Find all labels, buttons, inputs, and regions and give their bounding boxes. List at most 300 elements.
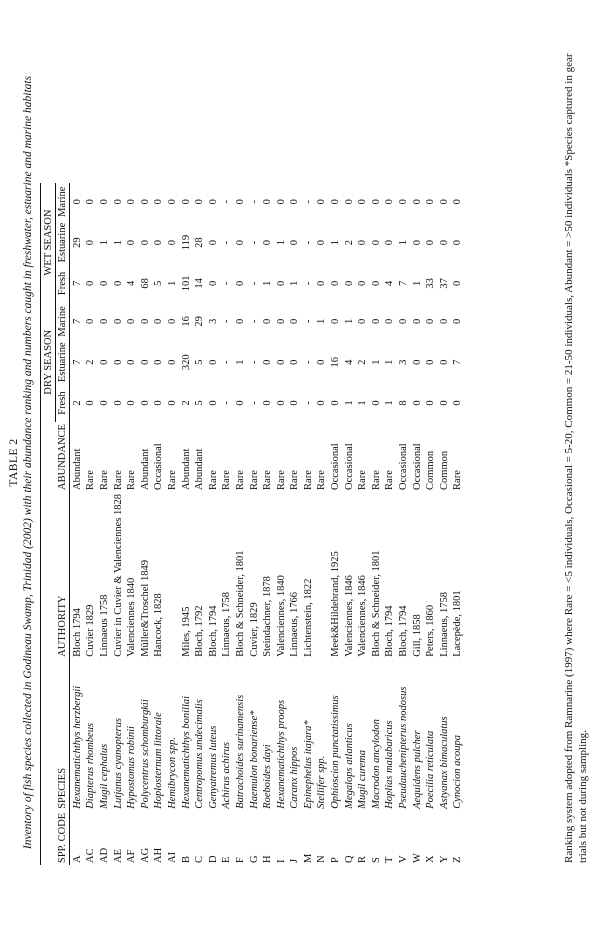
- wet-estuarine-count: 0: [262, 239, 274, 246]
- dry-estuarine-count: 2: [357, 359, 369, 365]
- species-code: R: [357, 855, 369, 863]
- dry-estuarine-count: 0: [139, 359, 151, 365]
- wet-fresh-count: 0: [343, 280, 355, 287]
- dry-marine-count: 0: [452, 318, 464, 325]
- wet-fresh-count: 0: [370, 280, 382, 287]
- abundance: Rare: [126, 470, 138, 490]
- dry-estuarine-count: 0: [207, 359, 219, 365]
- authority: Bloch & Schneider, 1801: [234, 550, 246, 657]
- dry-fresh-count: 8: [398, 400, 410, 406]
- table-row: [125, 183, 139, 865]
- species-code: M: [302, 853, 314, 863]
- wet-marine-count: 0: [153, 199, 165, 205]
- species-code: AH: [153, 847, 165, 863]
- dry-fresh-count: 0: [139, 400, 151, 406]
- wet-estuarine-count: 0: [153, 239, 165, 246]
- authority: Linnaeus, 1766: [289, 592, 301, 657]
- authority: Gill, 1858: [411, 614, 423, 657]
- species-name: Hexanematichthys herzbergii: [71, 685, 83, 809]
- wet-fresh-count: 1: [166, 280, 178, 287]
- species-name: Mugil cephalus: [98, 743, 110, 809]
- table-row: [274, 183, 288, 865]
- dry-fresh-count: 0: [452, 400, 464, 406]
- dry-fresh-count: 0: [425, 400, 437, 406]
- authority: Bloch & Schneider, 1801: [370, 550, 382, 657]
- dry-marine-count: 0: [357, 318, 369, 325]
- abundance: Abundant: [194, 448, 206, 490]
- species-name: Hoplosternum littorale: [153, 712, 165, 809]
- dry-fresh-count: 0: [98, 400, 110, 406]
- dry-fresh-count: 1: [343, 400, 355, 406]
- wet-fresh-count: 0: [207, 280, 219, 287]
- wet-fresh-count: 0: [316, 280, 328, 287]
- abundance: Abundant: [71, 448, 83, 490]
- col-species-header: SPECIES: [55, 659, 70, 811]
- abundance: Rare: [207, 470, 219, 490]
- wet-estuarine-count: 0: [384, 239, 396, 246]
- wet-fresh-count: 4: [384, 280, 396, 287]
- species-name: Hexanematichthys proops: [275, 699, 287, 809]
- dry-estuarine-count: -: [302, 360, 314, 364]
- wet-marine-count: 0: [112, 199, 124, 205]
- species-code: Z: [452, 856, 464, 863]
- wet-marine-count: 0: [330, 199, 342, 205]
- dry-estuarine-count: 0: [98, 359, 110, 365]
- species-code: S: [370, 857, 382, 863]
- authority: Lacepède, 1801: [452, 590, 464, 657]
- dry-fresh-count: 0: [370, 400, 382, 406]
- dry-marine-count: 0: [85, 318, 97, 325]
- species-name: Mugil curema: [357, 749, 369, 809]
- species-code: G: [248, 855, 260, 863]
- abundance: Rare: [289, 470, 301, 490]
- dry-marine-count: 0: [370, 318, 382, 325]
- species-code: I: [275, 859, 287, 863]
- wet-fresh-count: 7: [398, 280, 410, 287]
- species-name: Hypostomus robinii: [126, 726, 138, 809]
- dry-marine-count: 1: [343, 318, 355, 325]
- col-authority-header: AUTHORITY: [55, 492, 70, 659]
- wet-marine-count: -: [248, 199, 260, 204]
- species-code: Y: [438, 855, 450, 863]
- dry-fresh-count: 2: [180, 400, 192, 406]
- dry-estuarine-count: 0: [425, 359, 437, 365]
- table-body: [70, 183, 465, 865]
- dry-marine-count: 0: [425, 318, 437, 325]
- wet-estuarine-count: -: [302, 240, 314, 245]
- dry-marine-count: -: [302, 319, 314, 324]
- wet-marine-count: 0: [343, 199, 355, 205]
- abundance: Common: [425, 450, 437, 490]
- species-code: W: [411, 853, 423, 863]
- table-row: [451, 183, 465, 865]
- dry-marine-count: 0: [438, 318, 450, 325]
- dry-estuarine-count: 2: [85, 359, 97, 365]
- header-row-groups: [41, 183, 56, 865]
- wet-marine-count: 0: [275, 199, 287, 205]
- wet-estuarine-count: 1: [112, 239, 124, 246]
- species-name: Genyatremus luteus: [207, 725, 219, 809]
- dry-fresh-count: 0: [166, 400, 178, 406]
- wet-fresh-count: 0: [275, 280, 287, 287]
- wet-fresh-count: -: [248, 281, 260, 286]
- abundance: Abundant: [180, 448, 192, 490]
- table-row: [301, 183, 315, 865]
- wet-marine-count: 0: [425, 199, 437, 205]
- dry-marine-count: 16: [180, 316, 192, 327]
- abundance: Occasional: [153, 443, 165, 490]
- wet-fresh-count: 0: [234, 280, 246, 287]
- wet-estuarine-count: 0: [316, 239, 328, 246]
- dry-fresh-count: 0: [275, 400, 287, 406]
- dry-fresh-count: 0: [234, 400, 246, 406]
- abundance: Rare: [221, 470, 233, 490]
- authority: Miles, 1945: [180, 606, 192, 657]
- abundance: Rare: [262, 470, 274, 490]
- dry-fresh-count: -: [248, 401, 260, 405]
- wet-fresh-count: 0: [85, 280, 97, 287]
- authority: Bloch, 1794: [207, 605, 219, 657]
- species-name: Hoplias malabaricus: [384, 720, 396, 809]
- table-row: [111, 183, 125, 865]
- species-name: Hemibrycon spp.: [166, 737, 178, 809]
- table-row: [396, 183, 410, 865]
- dry-estuarine-count: 16: [330, 356, 342, 368]
- abundance: Rare: [234, 470, 246, 490]
- wet-estuarine-count: 29: [71, 237, 83, 248]
- dry-marine-count: 0: [289, 318, 301, 325]
- wet-fresh-count: 1: [411, 280, 423, 287]
- authority: Hancock, 1828: [153, 593, 165, 657]
- dry-estuarine-count: 7: [71, 359, 83, 365]
- dry-estuarine-count: 0: [126, 359, 138, 365]
- abundance: Common: [438, 450, 450, 490]
- wet-estuarine-count: 0: [207, 239, 219, 246]
- dry-marine-count: 0: [384, 318, 396, 325]
- authority: Bloch, 1794: [384, 605, 396, 657]
- wet-marine-count: 0: [398, 199, 410, 205]
- table-row: [179, 183, 193, 865]
- table-row: [424, 183, 438, 865]
- authority: Peters, 1860: [425, 604, 437, 657]
- wet-marine-count: 0: [139, 199, 151, 205]
- wet-estuarine-count: 0: [289, 239, 301, 246]
- dry-marine-count: 0: [262, 318, 274, 325]
- dry-marine-count: 0: [411, 318, 423, 325]
- wet-marine-count: 0: [166, 199, 178, 205]
- abundance: Rare: [384, 470, 396, 490]
- dry-estuarine-count: 0: [153, 359, 165, 365]
- authority: Lichtenstein, 1822: [302, 578, 314, 657]
- table-row: [342, 183, 356, 865]
- wet-fresh-count: 7: [71, 280, 83, 287]
- species-name: Epinephelus itajara*: [302, 720, 314, 809]
- abundance: Rare: [166, 470, 178, 490]
- footnote: Ranking system adopted from Ramnarine (1997) where Rare = <5 individuals, Occasional = 5-20, Common = 21-50 individuals, Abundant = >50 individuals *Species captured in gear trials but not during sampling.: [563, 53, 589, 863]
- wet-estuarine-count: 1: [275, 239, 287, 246]
- abundance: Rare: [302, 470, 314, 490]
- species-code: H: [262, 855, 274, 863]
- table-row: [261, 183, 275, 865]
- wet-marine-header: Marine: [55, 183, 70, 221]
- abundance: Occasional: [398, 443, 410, 490]
- authority: Valenciennes, 1840: [275, 575, 287, 657]
- wet-fresh-header: Fresh: [55, 264, 70, 302]
- species-name: Macrodon ancylodon: [370, 719, 382, 809]
- species-code: AI: [166, 851, 178, 863]
- wet-marine-count: 0: [126, 199, 138, 205]
- table-row: [356, 183, 370, 865]
- wet-estuarine-count: 2: [343, 239, 355, 246]
- dry-season-header: DRY SEASON: [41, 302, 56, 422]
- dry-estuarine-count: 0: [316, 359, 328, 365]
- table-row: [247, 183, 261, 865]
- dry-fresh-count: 0: [289, 400, 301, 406]
- dry-estuarine-count: 3: [398, 359, 410, 365]
- wet-marine-count: 0: [438, 199, 450, 205]
- dry-marine-count: 0: [126, 318, 138, 325]
- wet-fresh-count: 5: [153, 280, 165, 287]
- dry-marine-count: 0: [398, 318, 410, 325]
- species-name: Achirus achirus: [221, 742, 233, 809]
- table-row: [84, 183, 98, 865]
- wet-estuarine-count: 1: [98, 239, 110, 246]
- dry-fresh-count: 0: [438, 400, 450, 406]
- authority: Bloch 1794: [71, 608, 83, 657]
- wet-estuarine-count: 0: [452, 239, 464, 246]
- dry-marine-count: 0: [275, 318, 287, 325]
- dry-marine-count: 1: [316, 318, 328, 325]
- authority: Bloch, 1792: [194, 605, 206, 657]
- abundance: Occasional: [343, 443, 355, 490]
- dry-estuarine-count: 0: [262, 359, 274, 365]
- dry-estuarine-count: 7: [452, 359, 464, 365]
- wet-estuarine-count: 0: [166, 239, 178, 246]
- wet-estuarine-header: Estuarine: [55, 221, 70, 265]
- dry-marine-count: 0: [234, 318, 246, 325]
- wet-marine-count: 0: [85, 199, 97, 205]
- species-name: Caranx hippos: [289, 746, 301, 809]
- dry-fresh-count: 0: [112, 400, 124, 406]
- dry-marine-count: -: [221, 319, 233, 324]
- table-row: [315, 183, 329, 865]
- table-row: [437, 183, 451, 865]
- wet-marine-count: 0: [207, 199, 219, 205]
- wet-fresh-count: 33: [425, 278, 437, 289]
- wet-marine-count: 0: [316, 199, 328, 205]
- table-row: [410, 183, 424, 865]
- wet-estuarine-count: -: [248, 240, 260, 245]
- fish-inventory-table: [40, 183, 464, 865]
- species-name: Lutjanus cyanopterus: [112, 718, 124, 809]
- dry-fresh-count: 0: [330, 400, 342, 406]
- abundance: Rare: [452, 470, 464, 490]
- dry-estuarine-count: -: [248, 360, 260, 364]
- authority: Bloch, 1794: [398, 605, 410, 657]
- species-code: D: [207, 855, 219, 863]
- dry-fresh-header: Fresh: [55, 384, 70, 422]
- table-row: [138, 183, 152, 865]
- table-row: [288, 183, 302, 865]
- wet-fresh-count: 14: [194, 278, 206, 289]
- dry-fresh-count: 2: [71, 400, 83, 406]
- wet-marine-count: 0: [180, 199, 192, 205]
- table-row: [70, 183, 84, 865]
- wet-marine-count: -: [221, 199, 233, 204]
- dry-marine-count: 0: [98, 318, 110, 325]
- wet-estuarine-count: 0: [126, 239, 138, 246]
- dry-estuarine-count: 5: [194, 359, 206, 365]
- dry-estuarine-count: -: [221, 360, 233, 364]
- species-name: Poecilia reticulata: [425, 730, 437, 809]
- table-row: [193, 183, 207, 865]
- wet-marine-count: 0: [370, 199, 382, 205]
- wet-fresh-count: 0: [452, 280, 464, 287]
- abundance: Rare: [248, 470, 260, 490]
- species-code: AC: [85, 848, 97, 863]
- authority: Linnaeus, 1758: [221, 592, 233, 657]
- table-row: [328, 183, 342, 865]
- dry-fresh-count: 0: [85, 400, 97, 406]
- species-code: X: [425, 855, 437, 863]
- dry-marine-count: -: [248, 319, 260, 324]
- dry-fresh-count: 1: [384, 400, 396, 406]
- species-code: A: [71, 855, 83, 863]
- dry-marine-count: 29: [194, 316, 206, 327]
- species-name: Aequidens pulcher: [411, 730, 423, 809]
- abundance: Occasional: [330, 443, 342, 490]
- wet-estuarine-count: 0: [357, 239, 369, 246]
- wet-fresh-count: 0: [98, 280, 110, 287]
- dry-fresh-count: 0: [153, 400, 165, 406]
- species-name: Polycentrus schomburgkii: [139, 699, 151, 809]
- species-code: C: [194, 855, 206, 863]
- wet-fresh-count: 4: [126, 280, 138, 287]
- header-row-columns: [55, 183, 70, 865]
- authority: Cuvier in Cuvier & Valenciennes 1828: [112, 493, 124, 657]
- authority: Cuvier 1829: [85, 604, 97, 657]
- table-row: [165, 183, 179, 865]
- species-name: Cynocion acoupa: [452, 735, 464, 809]
- species-code: AD: [98, 847, 110, 863]
- authority: [315, 492, 329, 659]
- dry-estuarine-count: 0: [112, 359, 124, 365]
- wet-estuarine-count: 0: [139, 239, 151, 246]
- dry-fresh-count: 0: [316, 400, 328, 406]
- abundance: Rare: [357, 470, 369, 490]
- wet-marine-count: 0: [71, 199, 83, 205]
- table-caption: Inventory of fish species collected in Godineau Swamp, Trinidad (2002) with their abundance ranking and numbers caught in freshwater, estuarine and marine habitats: [22, 75, 34, 850]
- abundance: Rare: [85, 470, 97, 490]
- dry-estuarine-count: 0: [289, 359, 301, 365]
- dry-fresh-count: 5: [194, 400, 206, 406]
- wet-fresh-count: 1: [262, 280, 274, 287]
- dry-estuarine-count: 1: [384, 359, 396, 365]
- wet-estuarine-count: 0: [411, 239, 423, 246]
- wet-estuarine-count: 1: [330, 239, 342, 246]
- species-name: Ophioscion punctatissimus: [330, 695, 342, 809]
- dry-estuarine-count: 0: [438, 359, 450, 365]
- species-code: AF: [126, 849, 138, 863]
- wet-fresh-count: 101: [180, 275, 192, 292]
- dry-marine-count: 3: [207, 318, 219, 325]
- wet-marine-count: 0: [384, 199, 396, 205]
- wet-marine-count: -: [302, 199, 314, 204]
- species-code: B: [180, 855, 192, 863]
- abundance: Rare: [316, 470, 328, 490]
- table-row: [383, 183, 397, 865]
- dry-marine-count: 7: [71, 318, 83, 325]
- wet-estuarine-count: 0: [438, 239, 450, 246]
- dry-fresh-count: 1: [357, 400, 369, 406]
- col-abundance-header: ABUNDANCE: [55, 422, 70, 492]
- dry-fresh-count: -: [302, 401, 314, 405]
- dry-estuarine-count: 0: [166, 359, 178, 365]
- abundance: Rare: [370, 470, 382, 490]
- table-row: [220, 183, 234, 865]
- dry-marine-count: 0: [166, 318, 178, 325]
- wet-marine-count: 0: [194, 199, 206, 205]
- table-title: TABLE 2: [8, 438, 20, 487]
- species-name: Stellifer spp.: [316, 755, 328, 809]
- authority: Valenciennes, 1846: [357, 575, 369, 657]
- species-name: Megalops atlanticus: [343, 723, 355, 809]
- species-code: N: [316, 855, 328, 863]
- dry-fresh-count: 0: [262, 400, 274, 406]
- wet-estuarine-count: 28: [194, 237, 206, 248]
- wet-marine-count: 0: [234, 199, 246, 205]
- dry-fresh-count: 0: [411, 400, 423, 406]
- authority: Valenciennes, 1846: [343, 575, 355, 657]
- col-code-header: SPP. CODE: [55, 811, 70, 865]
- wet-estuarine-count: -: [221, 240, 233, 245]
- species-code: E: [221, 856, 233, 863]
- dry-fresh-count: 0: [126, 400, 138, 406]
- species-name: Diapterus rhombeus: [85, 722, 97, 809]
- species-code: J: [289, 858, 301, 863]
- species-name: Haemulon bonariense*: [248, 710, 260, 809]
- abundance: Occasional: [411, 443, 423, 490]
- authority: Meek&Hildebrand, 1925: [330, 551, 342, 657]
- wet-fresh-count: -: [302, 281, 314, 286]
- authority: [165, 492, 179, 659]
- wet-estuarine-count: 0: [425, 239, 437, 246]
- wet-fresh-count: 68: [139, 278, 151, 289]
- wet-fresh-count: 0: [357, 280, 369, 287]
- authority: Linnaeus 1758: [98, 594, 110, 657]
- species-name: Astyanax bimaculatus: [438, 716, 450, 809]
- dry-marine-header: Marine: [55, 302, 70, 340]
- species-code: P: [330, 857, 342, 863]
- wet-marine-count: 0: [357, 199, 369, 205]
- abundance: Rare: [275, 470, 287, 490]
- table-row: [97, 183, 111, 865]
- dry-estuarine-count: 0: [411, 359, 423, 365]
- dry-marine-count: 0: [139, 318, 151, 325]
- table-row: [233, 183, 247, 865]
- species-name: Centropomus undecimalis: [194, 699, 206, 809]
- species-code: AG: [139, 847, 151, 863]
- wet-estuarine-count: 0: [234, 239, 246, 246]
- dry-marine-count: 0: [112, 318, 124, 325]
- table-row: [152, 183, 166, 865]
- wet-marine-count: 0: [289, 199, 301, 205]
- dry-estuarine-count: 320: [180, 354, 192, 371]
- species-name: Hexanematichthys bonillai: [180, 695, 192, 809]
- dry-marine-count: 0: [330, 318, 342, 325]
- species-code: V: [398, 855, 410, 863]
- wet-marine-count: 0: [262, 199, 274, 205]
